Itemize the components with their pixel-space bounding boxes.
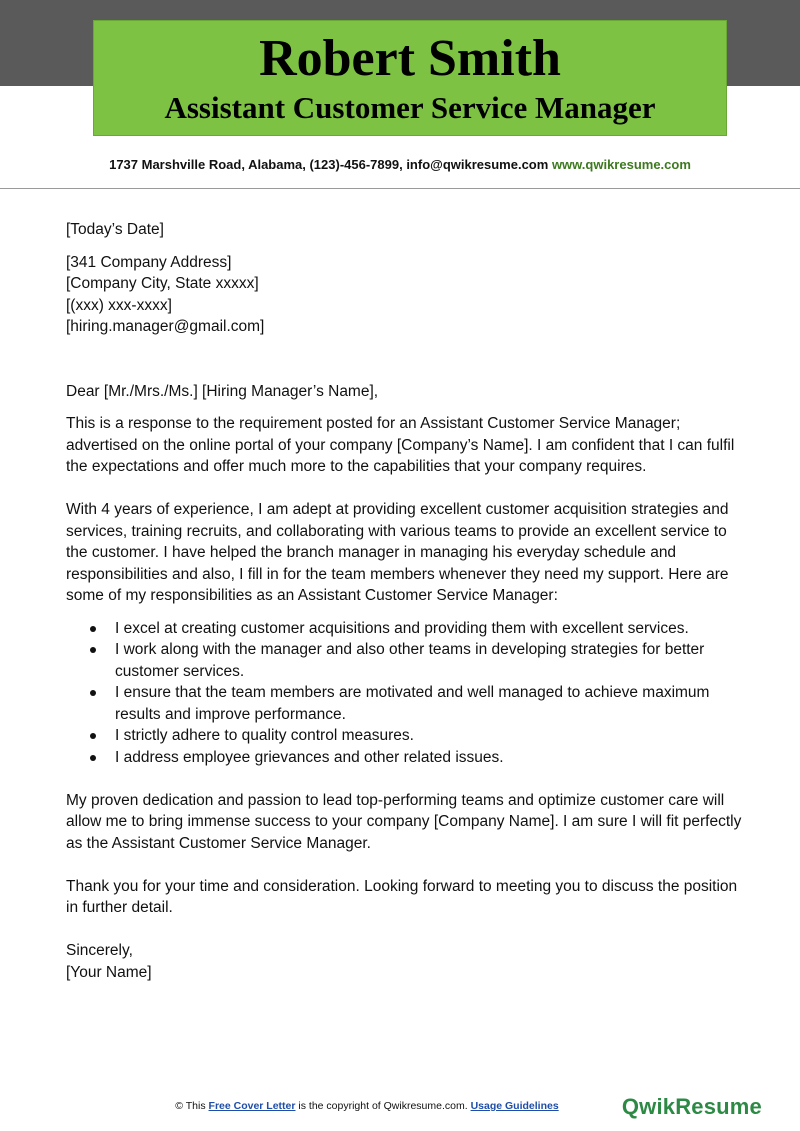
header-divider — [0, 188, 800, 189]
recipient-address-line: [341 Company Address] — [66, 253, 232, 271]
list-item — [66, 682, 746, 725]
responsibilities-list — [66, 618, 746, 769]
list-item — [66, 725, 746, 747]
paragraph-thanks: Thank you for your time and consideration. Looking forward to meeting you to discuss the position in further detail. — [66, 877, 738, 916]
list-item — [66, 747, 746, 769]
name-banner — [93, 20, 727, 136]
free-cover-letter-link[interactable]: Free Cover Letter — [208, 1100, 296, 1112]
recipient-city-line: [Company City, State xxxxx] — [66, 275, 259, 292]
bullet-icon — [90, 755, 96, 761]
logo-text-qwik: Qwik — [621, 1094, 676, 1119]
contact-details: 1737 Marshville Road, Alabama, (123)-456-7899, info@qwikresume.com — [109, 157, 549, 172]
list-item-text: I ensure that the team members are motivated and well managed to achieve maximum results and improve performance. — [115, 684, 710, 723]
salutation: Dear [Mr./Mrs./Ms.] [Hiring Manager’s Name], — [66, 382, 379, 400]
recipient-phone-line: [(xxx) xxx-xxxx] — [66, 296, 172, 314]
letter-date: [Today’s Date] — [66, 221, 164, 238]
list-item-text: I address employee grievances and other related issues. — [115, 748, 504, 766]
closing: Sincerely, — [66, 942, 133, 959]
footer-copyright-text: is the copyright of Qwikresume.com. — [298, 1100, 468, 1112]
paragraph-intro: This is a response to the requirement posted for an Assistant Customer Service Manager; advertised on the online portal of your company [Company’s Name]. I am confident that I can fulfil the expectations and offer much more to the capabilities that your company requires. — [66, 415, 735, 475]
list-item — [66, 618, 746, 640]
list-item-text: I strictly adhere to quality control measures. — [115, 727, 414, 744]
applicant-name: Robert Smith — [259, 30, 561, 87]
bullet-icon — [90, 647, 96, 653]
logo-text-resume: Resume — [675, 1094, 762, 1119]
footer-prefix: © This — [175, 1100, 206, 1112]
list-item-text: I excel at creating customer acquisitions and providing them with excellent services. — [115, 619, 689, 637]
usage-guidelines-link[interactable]: Usage Guidelines — [470, 1100, 559, 1112]
list-item — [66, 639, 746, 682]
bullet-icon — [90, 626, 96, 632]
signature: [Your Name] — [66, 963, 152, 981]
contact-line — [0, 157, 800, 173]
list-item-text: I work along with the manager and also other teams in developing strategies for better customer services. — [115, 641, 705, 680]
recipient-email-line: [hiring.manager@gmail.com] — [66, 318, 265, 335]
paragraph-experience: With 4 years of experience, I am adept at providing excellent customer acquisition strategies and services, training recruits, and collaborating with various teams to provide an excellent service to the customer. I have helped the branch manager in managing his everyday schedule and responsibilities and also, I fill in for the team members whenever they need my support. Here are some of my responsibilities as an Assistant Customer Service Manager: — [66, 501, 729, 604]
paragraph-closing-pitch: My proven dedication and passion to lead top-performing teams and optimize customer care will allow me to bring immense success to your company [Company Name]. I am sure I will fit perfectly as the Assistant Customer Service Manager. — [66, 791, 742, 852]
letter-body — [66, 219, 746, 983]
bullet-icon — [90, 733, 96, 739]
job-title: Assistant Customer Service Manager — [164, 90, 656, 125]
bullet-icon — [90, 690, 96, 696]
qwikresume-logo — [622, 1094, 762, 1120]
website-link[interactable]: www.qwikresume.com — [551, 157, 691, 172]
